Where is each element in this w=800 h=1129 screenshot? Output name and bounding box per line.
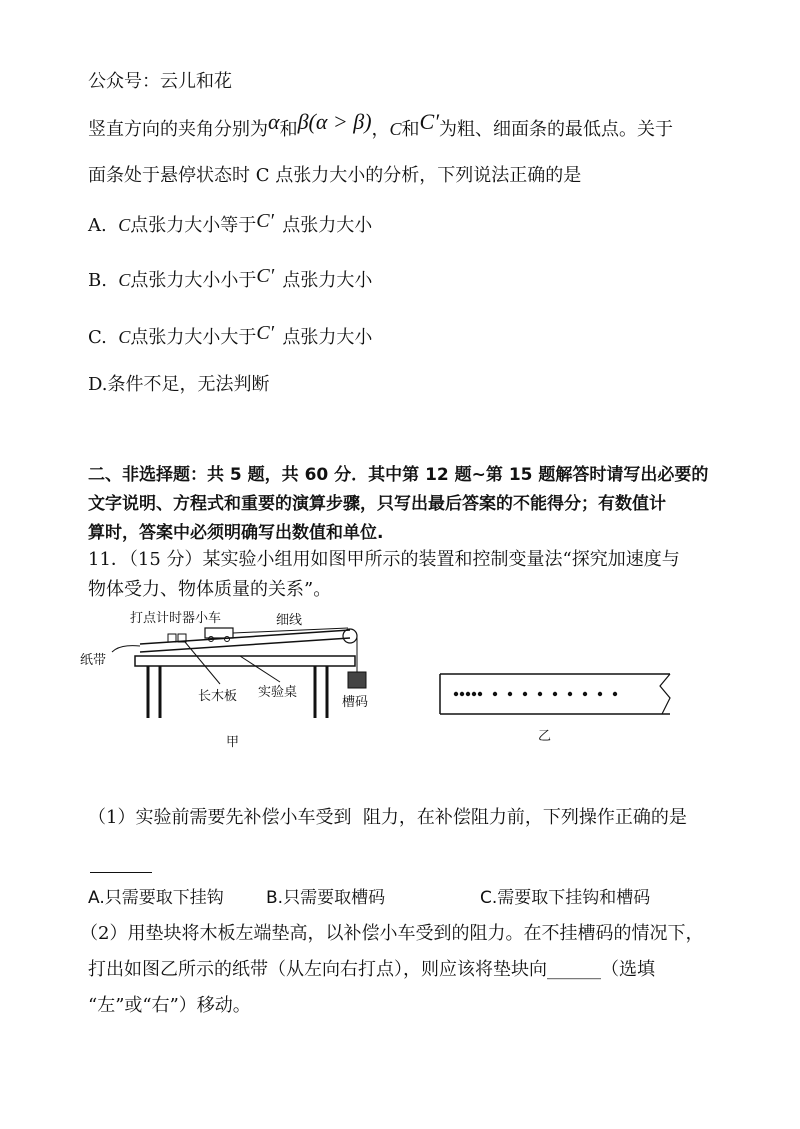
option-text-post: 点张力大小 xyxy=(282,327,373,348)
option-text: 条件不足，无法判断 xyxy=(107,374,270,395)
tape-curve xyxy=(112,646,140,652)
tape-dot xyxy=(583,692,587,696)
q11-part1 xyxy=(88,806,687,830)
q10-and2: 和 xyxy=(401,119,420,140)
option-text: 点张力大小等于 xyxy=(130,215,257,236)
cart-body xyxy=(205,628,233,638)
q10-line1-post: 为粗、细面条的最低点。关于 xyxy=(439,119,674,140)
timer-cart-label: 打点计时器小车 xyxy=(130,611,222,626)
figure-b-caption: 乙 xyxy=(538,729,552,744)
thread-label: 细线 xyxy=(276,613,303,628)
tape-dot xyxy=(613,692,617,696)
option-label: B. xyxy=(88,270,107,291)
q10-and: 和 xyxy=(279,119,298,140)
q10-option-c: C. C点张力大小大于 C′ 点张力大小 xyxy=(88,322,373,348)
option-text-post: 点张力大小 xyxy=(282,215,373,236)
tape-dot xyxy=(553,692,557,696)
q10-line1 xyxy=(88,109,674,142)
beta-expression: β(α > β) xyxy=(297,109,372,134)
board-bottom-edge xyxy=(140,638,350,652)
pulley xyxy=(343,629,357,643)
tape-dot xyxy=(460,692,464,696)
option-c: C.需要取下挂钩和槽码 xyxy=(480,888,651,908)
option-c: C xyxy=(118,327,131,347)
figure-a-caption: 甲 xyxy=(226,735,240,750)
option-b: B.只需要取槽码 xyxy=(266,888,386,908)
table-pointer xyxy=(240,656,280,682)
section2-line3: 算时，答案中必须明确写出数值和单位. xyxy=(88,523,384,543)
option-c: C xyxy=(118,215,131,235)
option-c: C xyxy=(118,270,131,290)
answer-blank[interactable] xyxy=(90,872,152,873)
tape-figure xyxy=(430,668,680,748)
board-label: 长木板 xyxy=(198,689,238,704)
tape-label: 纸带 xyxy=(80,653,107,668)
timer-left xyxy=(168,634,176,642)
c-point: C xyxy=(389,119,402,139)
header-account: 公众号：云儿和花 xyxy=(88,71,232,92)
section2-line1: 二、非选择题：共 5 题，共 60 分．其中第 12 题~第 15 题解答时请写出必要的 xyxy=(88,465,709,485)
tape-dot xyxy=(478,692,482,696)
option-a: A.只需要取下挂钩 xyxy=(88,888,224,908)
table-label: 实验桌 xyxy=(258,685,298,700)
q11-part2-line1: （2）用垫块将木板左端垫高，以补偿小车受到的阻力。在不挂槽码的情况下， xyxy=(80,923,704,944)
option-text-post: 点张力大小 xyxy=(282,270,373,291)
tape-dot xyxy=(523,692,527,696)
q11-part2-line2: 打出如图乙所示的纸带（从左向右打点），则应该将垫块向______（选填 xyxy=(88,959,655,980)
tape-dot xyxy=(466,692,470,696)
tape-dot xyxy=(454,692,458,696)
q11-line1: 11．（15 分）某实验小组用如图甲所示的装置和控制变量法“探究加速度与 xyxy=(88,549,680,570)
q11-options xyxy=(88,886,650,910)
weight-block xyxy=(348,672,366,688)
tape-torn-edge xyxy=(660,674,670,714)
part1-text-a: （1）实验前需要先补偿小车受到 xyxy=(88,807,352,828)
q10-comma: ， xyxy=(371,119,390,140)
q11-part2-line3: “左”或“右”）移动。 xyxy=(88,995,251,1016)
table-top xyxy=(135,656,355,666)
thread xyxy=(233,628,348,633)
apparatus-figure xyxy=(80,606,410,756)
option-label: C. xyxy=(88,327,107,348)
cprime-point: C′ xyxy=(419,109,440,134)
q10-option-b: B. C点张力大小小于 C′ 点张力大小 xyxy=(88,265,373,291)
option-text: 点张力大小大于 xyxy=(130,327,257,348)
tape-dot xyxy=(493,692,497,696)
tape-dots xyxy=(454,692,617,696)
alpha-symbol: α xyxy=(268,109,280,134)
section2-line2: 文字说明、方程式和重要的演算步骤，只写出最后答案的不能得分；有数值计 xyxy=(88,494,666,514)
option-text: 点张力大小小于 xyxy=(130,270,257,291)
tape-dot xyxy=(538,692,542,696)
weight-label: 槽码 xyxy=(342,695,369,710)
q11-line2: 物体受力、物体质量的关系”。 xyxy=(88,579,332,600)
q10-line1-pre: 竖直方向的夹角分别为 xyxy=(88,119,268,140)
q10-line2: 面条处于悬停状态时 C 点张力大小的分析，下列说法正确的是 xyxy=(88,165,582,186)
tape-dot xyxy=(472,692,476,696)
option-label: D. xyxy=(88,374,108,395)
q10-option-a: A. C点张力大小等于 C′ 点张力大小 xyxy=(88,210,373,236)
q10-option-d xyxy=(88,373,270,397)
option-label: A. xyxy=(88,215,107,236)
tape-dot xyxy=(598,692,602,696)
part1-text-b: 阻力，在补偿阻力前，下列操作正确的是 xyxy=(362,807,687,828)
tape-dot xyxy=(568,692,572,696)
tape-dot xyxy=(508,692,512,696)
